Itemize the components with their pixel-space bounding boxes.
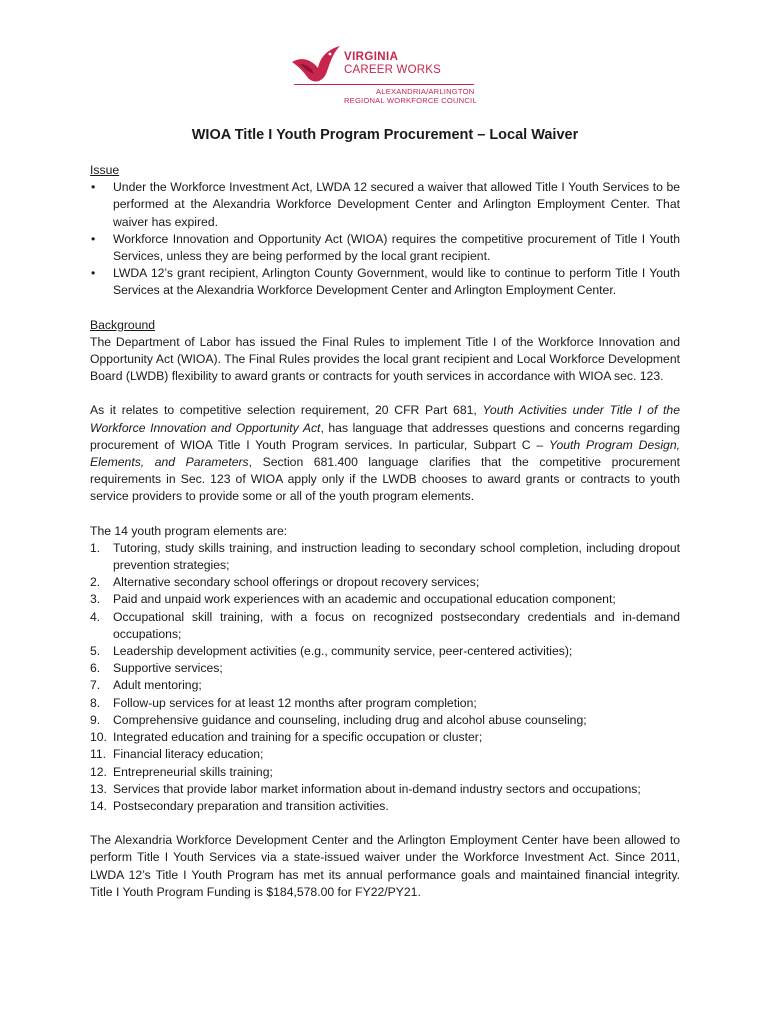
elements-intro: The 14 youth program elements are: — [90, 523, 288, 538]
closing-paragraph: The Alexandria Workforce Development Center and the Arlington Employment Center have been allowed to perform Title I Youth Services via a state-issued waiver under the Workforce Investment Act. Since 2011, LWDA 12’s Title I Youth Program has met its annual performance goals and maintained financial integrity. Title I Youth Program Funding is $184,578.00 for FY22/PY21. — [90, 833, 680, 899]
logo-line-2: CAREER WORKS — [344, 64, 441, 76]
list-item: 3. Paid and unpaid work experiences with an academic and occupational education component; — [90, 592, 616, 607]
elements-list — [90, 540, 680, 815]
list-item: • Under the Workforce Investment Act, LWDA 12 secured a waiver that allowed Title I Youth Services to be performed at the Alexandria Workforce Development Center and Arlington Employment Center. That waiver has expired. — [90, 179, 680, 231]
cardinal-bird-icon — [290, 44, 346, 84]
list-item: 14. Postsecondary preparation and transition activities. — [90, 798, 389, 813]
logo-line-3: ALEXANDRIA/ARLINGTON — [376, 87, 475, 96]
list-item: 7. Adult mentoring; — [90, 678, 202, 693]
virginia-career-works-logo — [290, 44, 490, 108]
list-item: 12. Entrepreneurial skills training; — [90, 764, 273, 779]
issue-list — [90, 179, 680, 299]
list-item: 5. Leadership development activities (e.g., community service, peer-centered activities); — [90, 644, 573, 659]
list-item: 1. Tutoring, study skills training, and instruction leading to secondary school completion, including dropout prevention strategies; — [90, 540, 680, 573]
logo-divider — [294, 84, 474, 85]
list-item: 11. Financial literacy education; — [90, 747, 264, 762]
list-item: 8. Follow-up services for at least 12 months after program completion; — [90, 695, 477, 710]
background-paragraph-1: The Department of Labor has issued the Final Rules to implement Title I of the Workforce Innovation and Opportunity Act (WIOA). The Final Rules provides the local grant recipient and Local Workforce Development Board (LWDB) flexibility to award grants or contracts for youth services in accordance with WIOA sec. 123. — [90, 334, 680, 384]
list-item: 4. Occupational skill training, with a focus on recognized postsecondary credentials and in-demand occupations; — [90, 609, 680, 641]
logo-line-4: REGIONAL WORKFORCE COUNCIL — [344, 96, 477, 105]
list-item: • Workforce Innovation and Opportunity Act (WIOA) requires the competitive procurement of Title I Youth Services, unless they are being performed by the local grant recipient. — [90, 231, 680, 265]
issue-heading: Issue — [90, 163, 120, 177]
document-body — [90, 125, 680, 901]
list-item: • LWDA 12’s grant recipient, Arlington County Government, would like to continue to perform Title I Youth Services at the Alexandria Workforce Development Center and Arlington Employment Center. — [90, 265, 680, 299]
list-item: 9. Comprehensive guidance and counseling, including drug and alcohol abuse counseling; — [90, 712, 587, 727]
page-title: WIOA Title I Youth Program Procurement – Local Waiver — [191, 127, 579, 143]
logo-line-1: VIRGINIA — [344, 51, 399, 63]
list-item: 6. Supportive services; — [90, 661, 223, 676]
background-paragraph-2: As it relates to competitive selection requirement, 20 CFR Part 681, Youth Activities under Title I of the Workforce Innovation and Opportunity Act, has language that addresses questions and concerns regarding procurement of WIOA Title I Youth Program services. In particular, Subpart C – Youth Program Design, Elements, and Parameters, Section 681.400 language clarifies that the competitive procurement requirements in Sec. 123 of WIOA apply only if the LWDB chooses to award grants or contracts to youth service providers to provide some or all of the youth program elements. — [90, 403, 681, 504]
list-item: 13. Services that provide labor market information about in-demand industry sectors and occupations; — [90, 781, 641, 796]
list-item: 2. Alternative secondary school offerings or dropout recovery services; — [90, 575, 480, 590]
list-item: 10. Integrated education and training for a specific occupation or cluster; — [90, 730, 483, 745]
background-heading: Background — [90, 317, 156, 332]
